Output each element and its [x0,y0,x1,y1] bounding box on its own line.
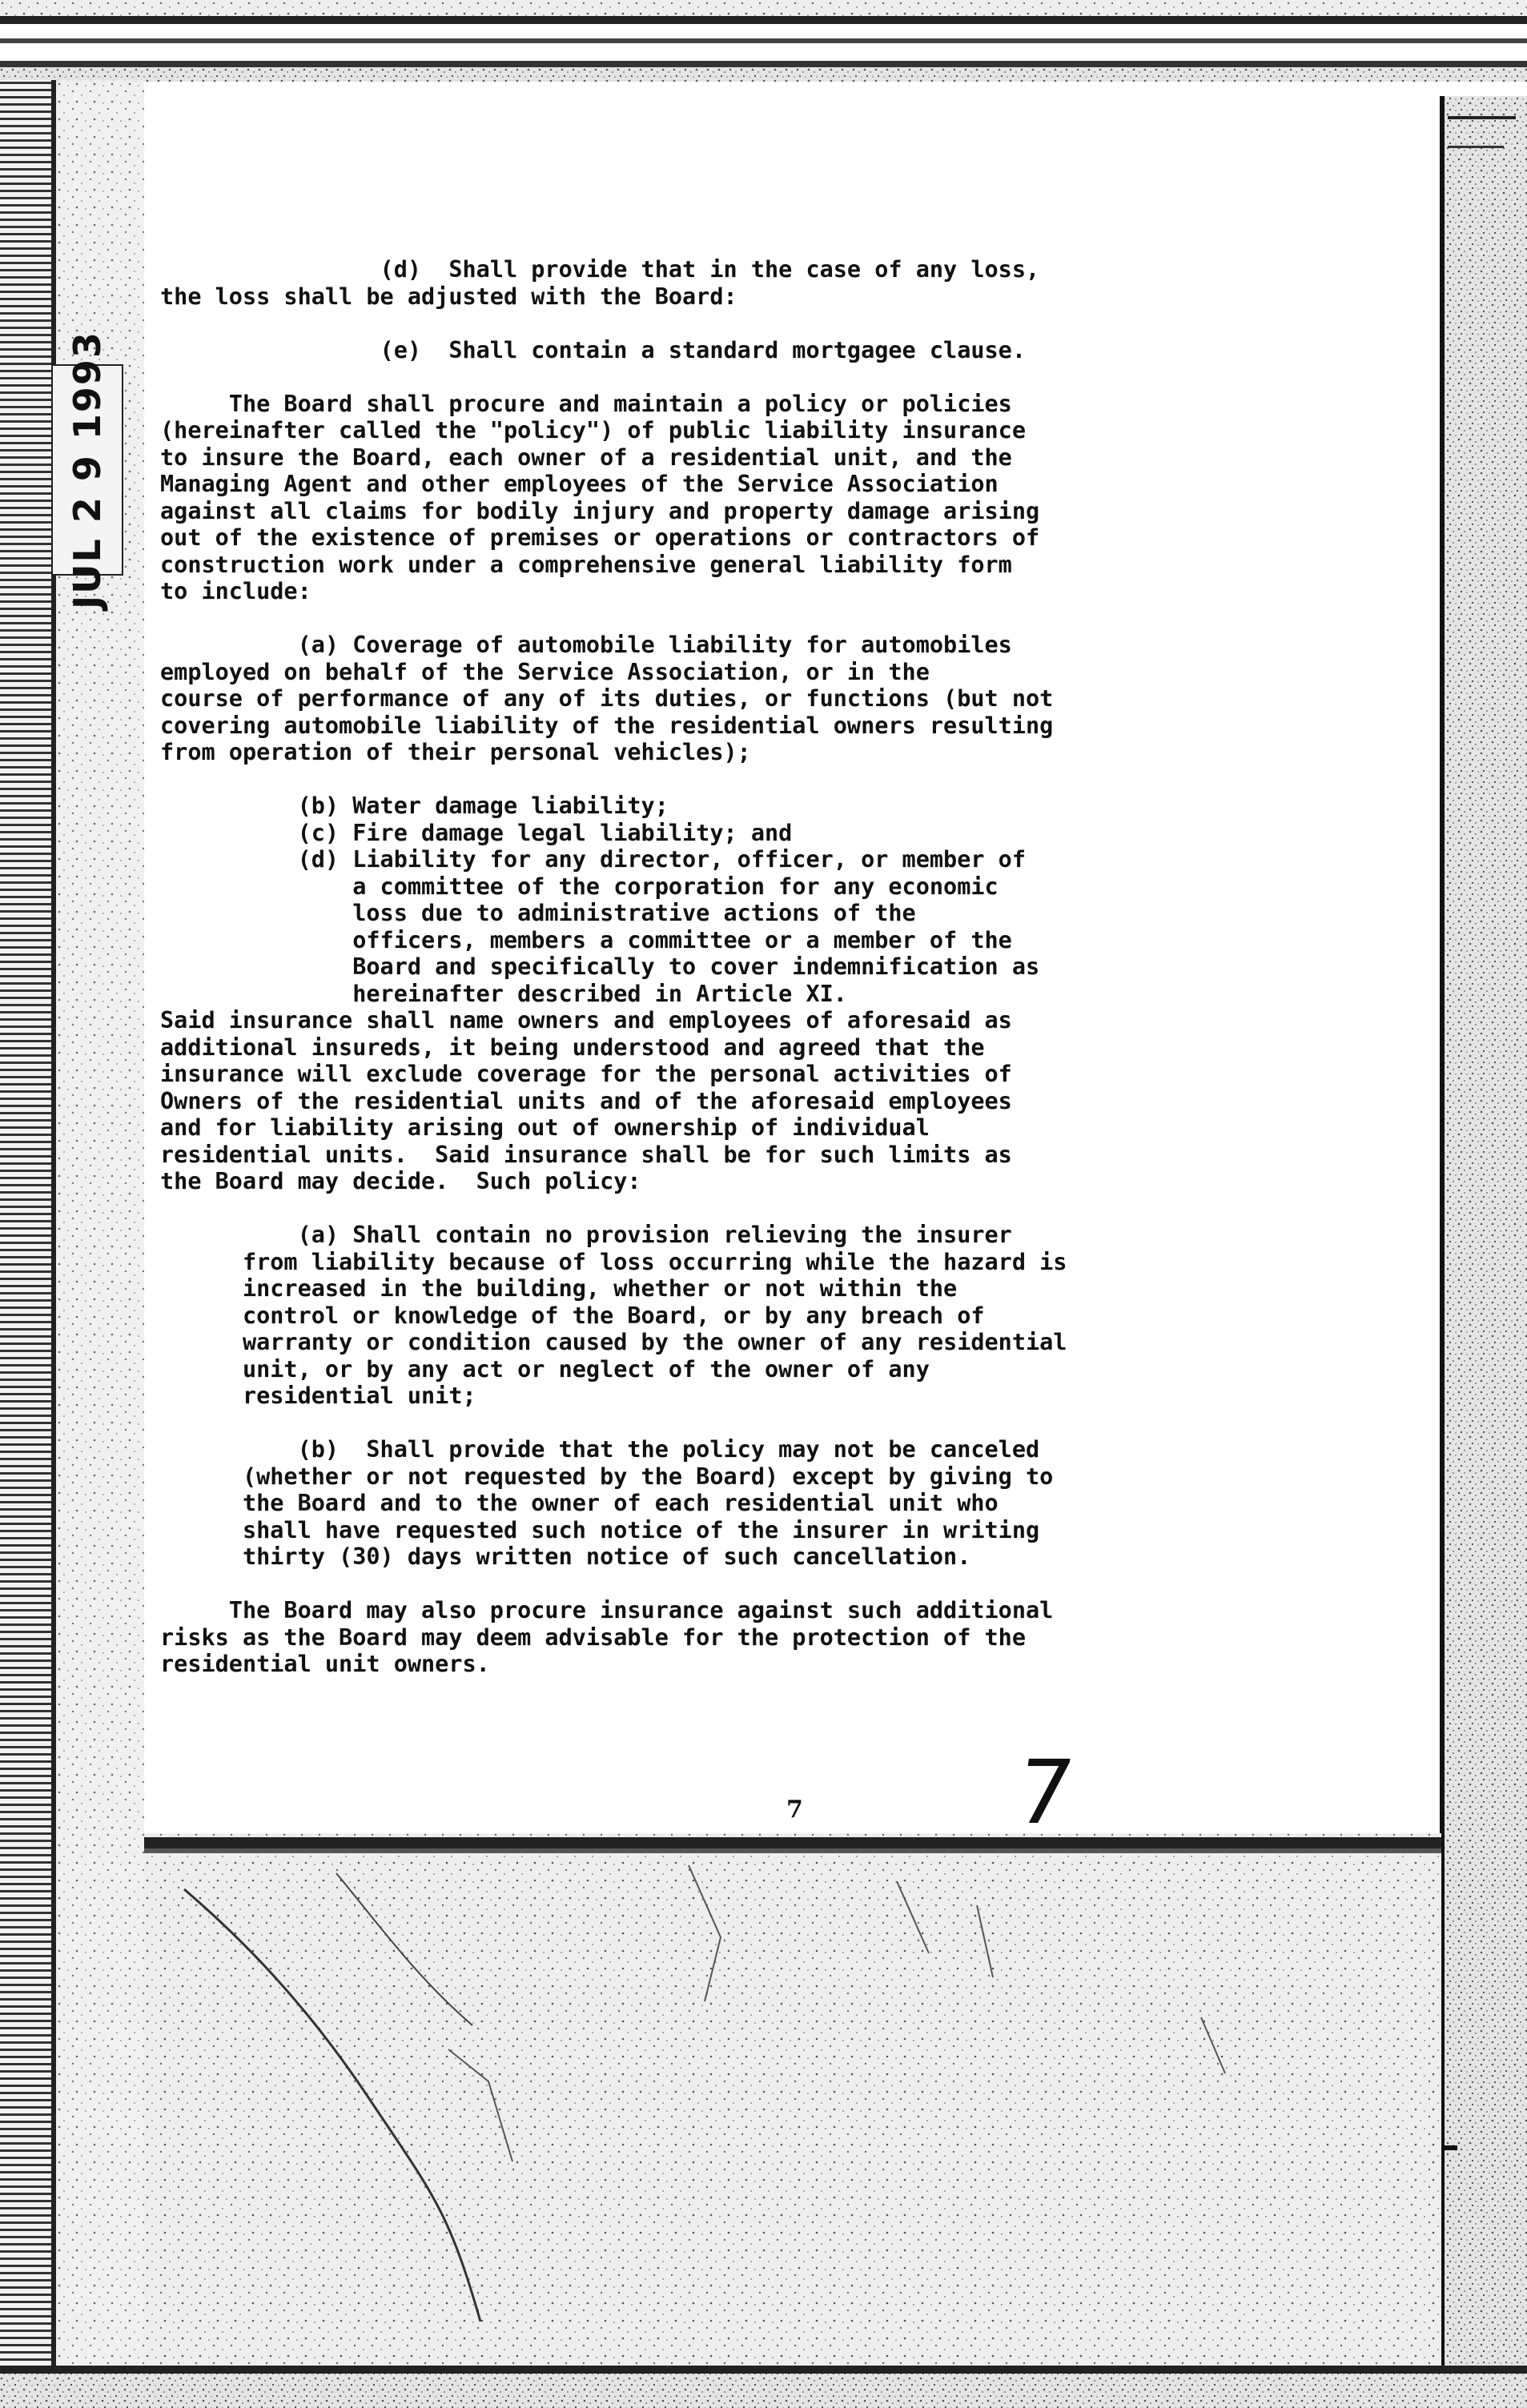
body-line [160,310,1281,337]
body-line: (d) Liability for any director, officer, or member of [160,846,1026,873]
body-line: additional insureds, it being understood and agreed that the [160,1033,985,1061]
body-line: against all claims for bodily injury and property damage arising [160,497,1040,524]
body-line: (a) Coverage of automobile liability for automobiles [160,632,1012,658]
body-line: risks as the Board may deem advisable for the protection of the [160,1623,1026,1651]
body-line: The Board may also procure insurance against such additional [160,1597,1054,1623]
body-line: from liability because of loss occurring while the hazard is [160,1248,1067,1275]
body-line: out of the existence of premises or operations or contractors of [160,524,1040,551]
body-line [160,766,1281,793]
body-line: (b) Water damage liability; [160,793,669,819]
date-stamp [51,331,123,609]
body-line: (hereinafter called the "policy") of public liability insurance [160,417,1026,443]
body-line: Owners of the residential units and of the aforesaid employees [160,1087,1012,1114]
body-line: course of performance of any of its duties, or functions (but not [160,685,1054,712]
body-line [160,605,1281,632]
body-line: (c) Fire damage legal liability; and [160,819,793,846]
body-line: shall have requested such notice of the insurer in writing [160,1516,1040,1543]
body-line: the Board may decide. Such policy: [160,1168,641,1194]
body-line: (a) Shall contain no provision relieving the insurer [160,1222,1012,1248]
body-line: The Board shall procure and maintain a policy or policies [160,390,1012,417]
body-line: employed on behalf of the Service Association, or in the [160,658,930,685]
body-line: residential unit; [160,1383,476,1409]
body-line [160,1571,1281,1598]
body-line: thirty (30) days written notice of such cancellation. [160,1543,971,1570]
body-line: Board and specifically to cover indemnification as [160,953,1040,980]
body-line: residential units. Said insurance shall be for such limits as [160,1141,1012,1168]
body-line: construction work under a comprehensive general liability form [160,551,1012,578]
body-line [160,1195,1281,1222]
body-line: officers, members a committee or a member of the [160,926,1012,953]
body-line: and for liability arising out of ownership of individual [160,1114,930,1141]
date-stamp-text: JUL 2 9 1993 [66,331,109,609]
page-number: 7 [786,1796,803,1824]
document-body [160,256,1281,1678]
body-line: (e) Shall contain a standard mortgagee clause. [160,336,1026,363]
body-line: warranty or condition caused by the owner of any residential [160,1329,1067,1355]
body-line [160,1410,1281,1437]
handwritten-page-number: 7 [1010,1741,1080,1844]
body-line: the loss shall be adjusted with the Board: [160,283,737,310]
body-line: (b) Shall provide that the policy may not be canceled [160,1436,1040,1463]
body-line: control or knowledge of the Board, or by any breach of [160,1302,985,1329]
body-line: loss due to administrative actions of the [160,900,916,926]
body-line: a committee of the corporation for any economic [160,873,999,900]
body-line: hereinafter described in Article XI. [160,980,847,1007]
body-line: insurance will exclude coverage for the personal activities of [160,1061,1012,1087]
body-line: the Board and to the owner of each residential unit who [160,1490,999,1516]
body-line: Said insurance shall name owners and employees of aforesaid as [160,1007,1012,1033]
body-line: residential unit owners. [160,1651,490,1677]
body-line: to insure the Board, each owner of a residential unit, and the [160,443,1012,471]
body-line: Managing Agent and other employees of the Service Association [160,471,999,497]
body-line: covering automobile liability of the residential owners resulting [160,712,1054,739]
body-line: (whether or not requested by the Board) except by giving to [160,1463,1054,1490]
body-line: unit, or by any act or neglect of the owner of any [160,1355,930,1383]
body-line: increased in the building, whether or not within the [160,1275,958,1302]
body-line: from operation of their personal vehicles); [160,739,751,765]
body-line: (d) Shall provide that in the case of any loss, [160,256,1040,283]
body-line: to include: [160,578,311,604]
body-line [160,363,1281,391]
